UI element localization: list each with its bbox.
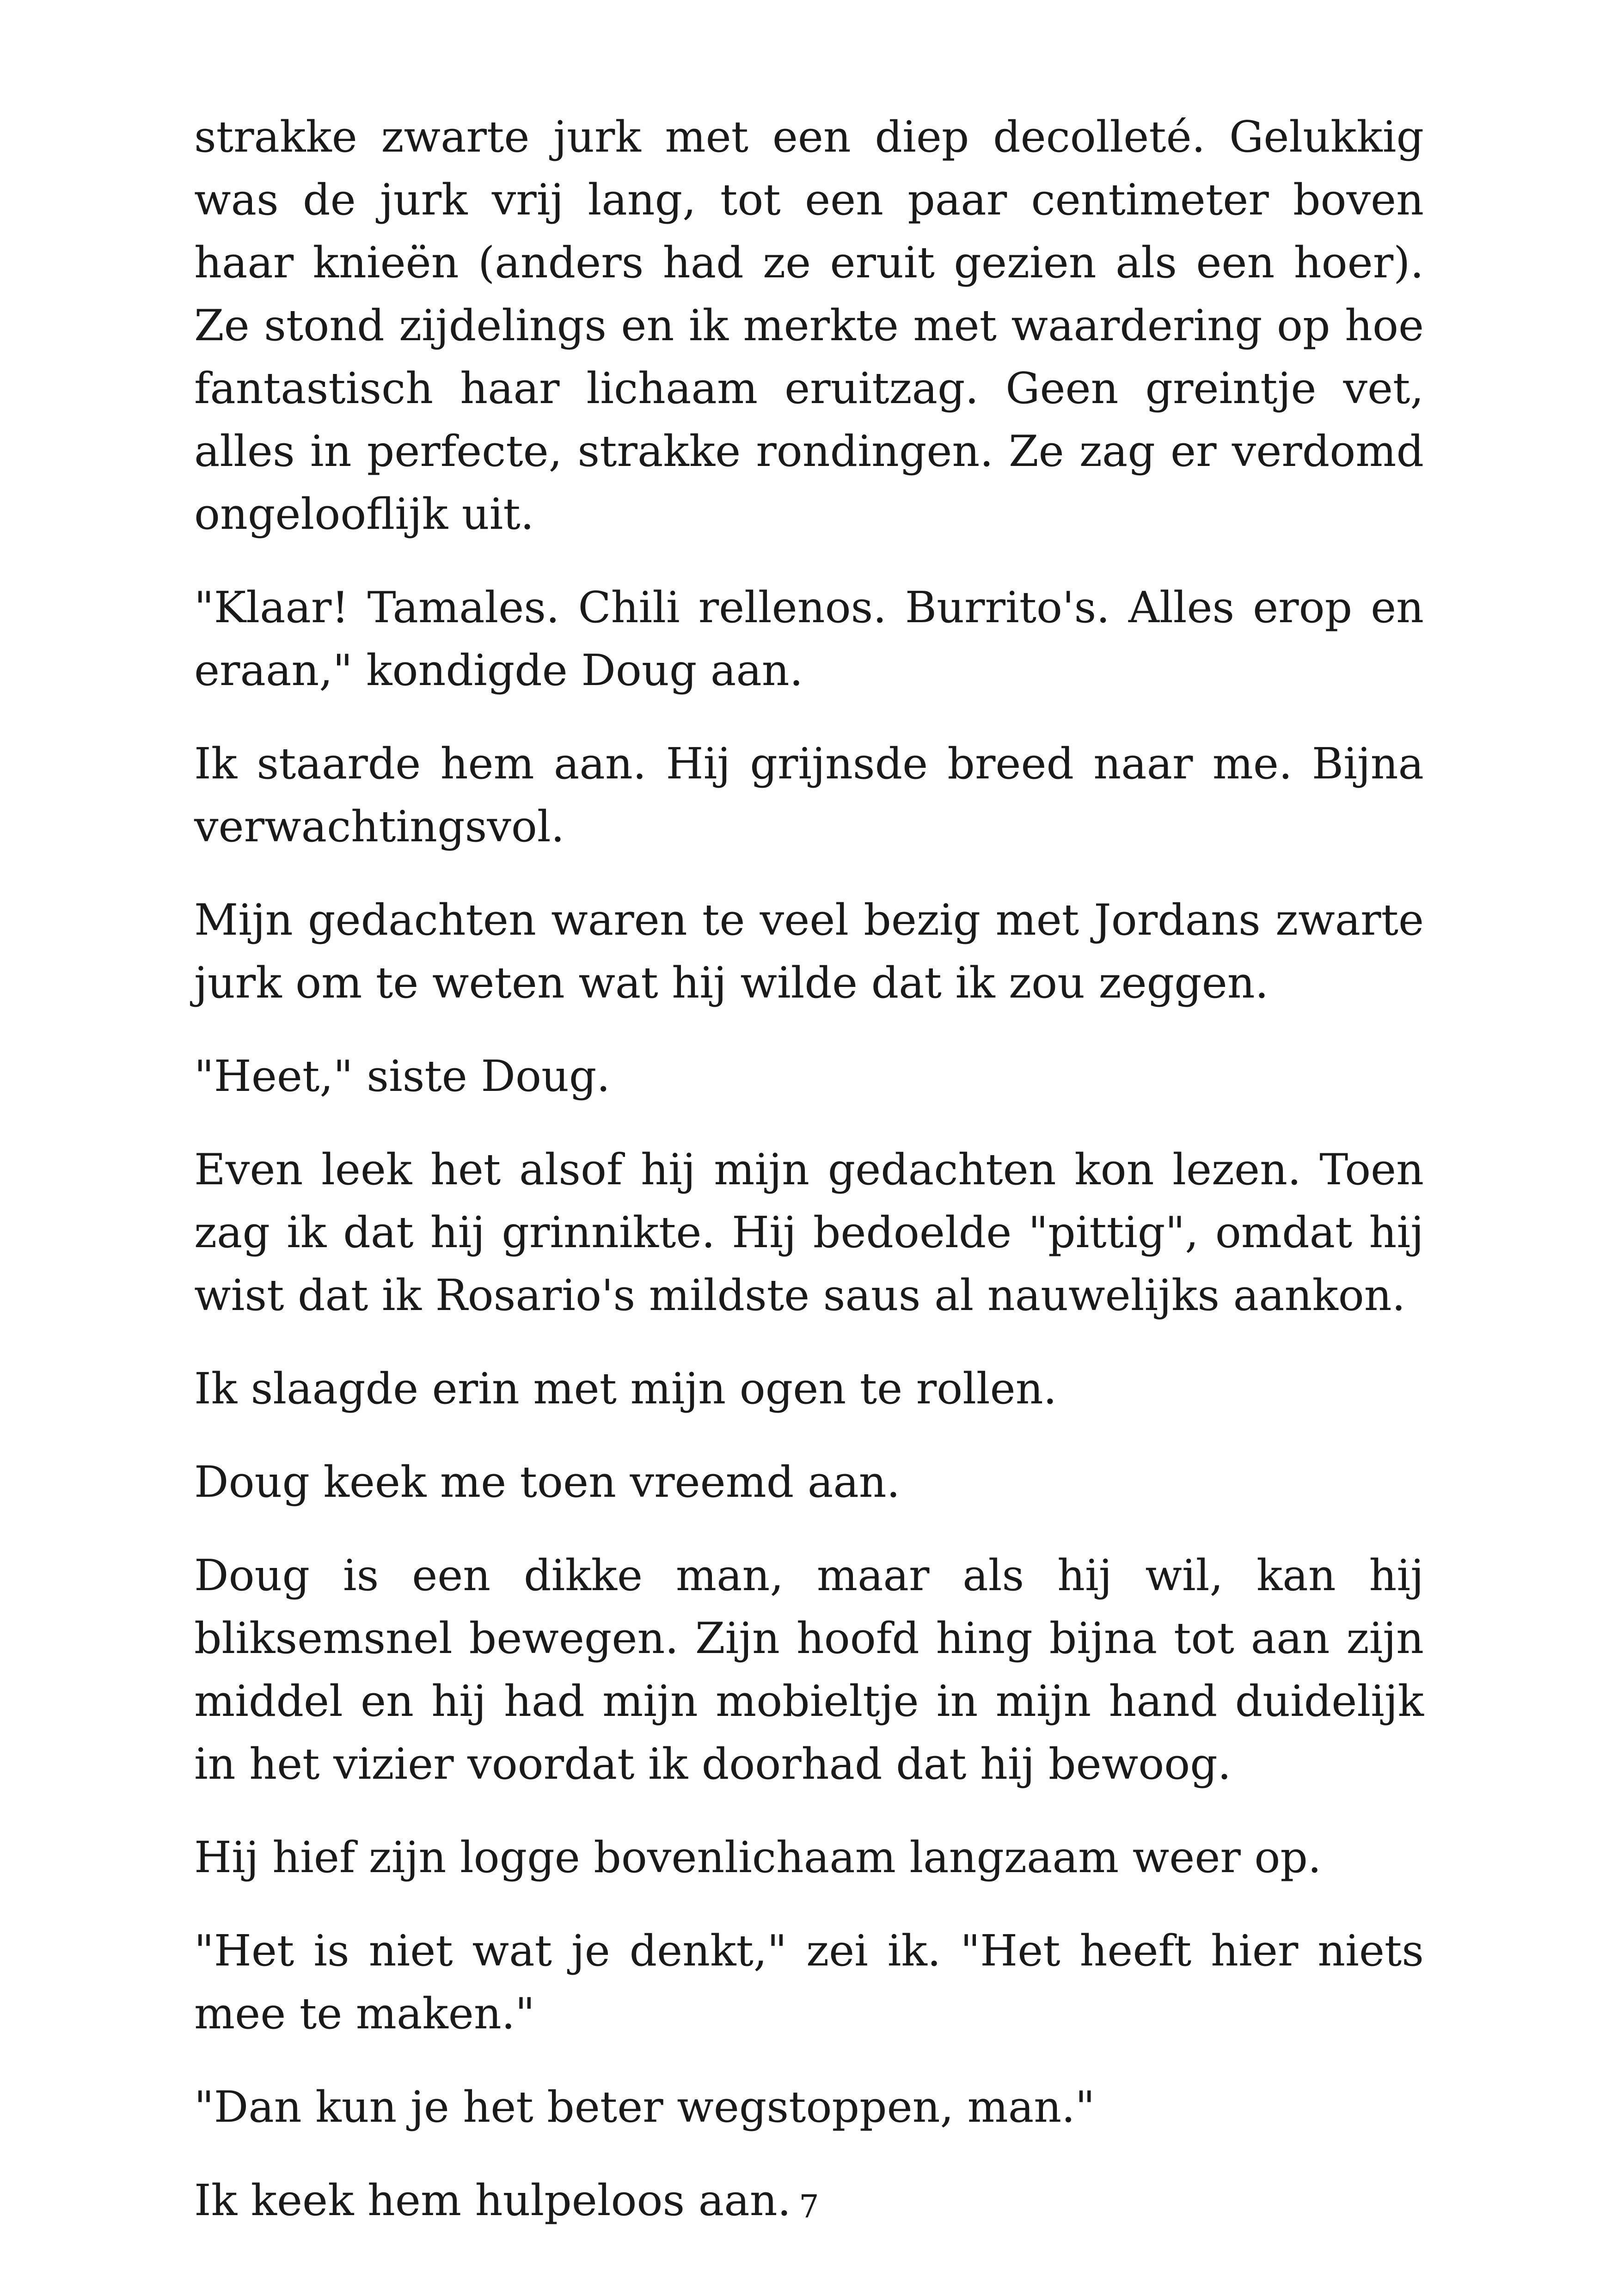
paragraph: Mijn gedachten waren te veel bezig met Jordans zwarte jurk om te weten wat hij wilde dat ik zou zeggen.: [194, 895, 1424, 1008]
paragraph: Ik keek hem hulpeloos aan.: [194, 2175, 791, 2225]
paragraph: "Het is niet wat je denkt," zei ik. "Het heeft hier niets mee te maken.": [194, 1926, 1424, 2039]
paragraph: strakke zwarte jurk met een diep decolleté. Gelukkig was de jurk vrij lang, tot een paar centimeter boven haar knieën (anders had ze eruit gezien als een hoer). Ze stond zijdelings en ik merkte met waardering op hoe fantastisch haar lichaam eruitzag. Geen greintje vet, alles in perfecte, strakke rondingen. Ze zag er verdomd ongelooflijk uit.: [194, 112, 1424, 539]
paragraph: Doug keek me toen vreemd aan.: [194, 1457, 901, 1507]
page-number: 7: [799, 2189, 819, 2225]
paragraph: Even leek het alsof hij mijn gedachten kon lezen. Toen zag ik dat hij grinnikte. Hij bedoelde "pittig", omdat hij wist dat ik Rosario's mildste saus al nauwelijks aankon.: [194, 1145, 1424, 1320]
paragraph: Doug is een dikke man, maar als hij wil, kan hij bliksemsnel bewegen. Zijn hoofd hing bijna tot aan zijn middel en hij had mijn mobieltje in mijn hand duidelijk in het vizier voordat ik doorhad dat hij bewoog.: [194, 1550, 1424, 1789]
paragraph: Ik staarde hem aan. Hij grijnsde breed naar me. Bijna verwachtingsvol.: [194, 739, 1424, 851]
paragraph: Hij hief zijn logge bovenlichaam langzaam weer op.: [194, 1832, 1322, 1882]
paragraph: Ik slaagde erin met mijn ogen te rollen.: [194, 1364, 1057, 1414]
paragraph: "Dan kun je het beter wegstoppen, man.": [194, 2082, 1095, 2132]
paragraph: "Klaar! Tamales. Chili rellenos. Burrito's. Alles erop en eraan," kondigde Doug aan.: [194, 582, 1424, 695]
paragraph: "Heet," siste Doug.: [194, 1051, 610, 1101]
body-text: [194, 105, 1424, 2262]
